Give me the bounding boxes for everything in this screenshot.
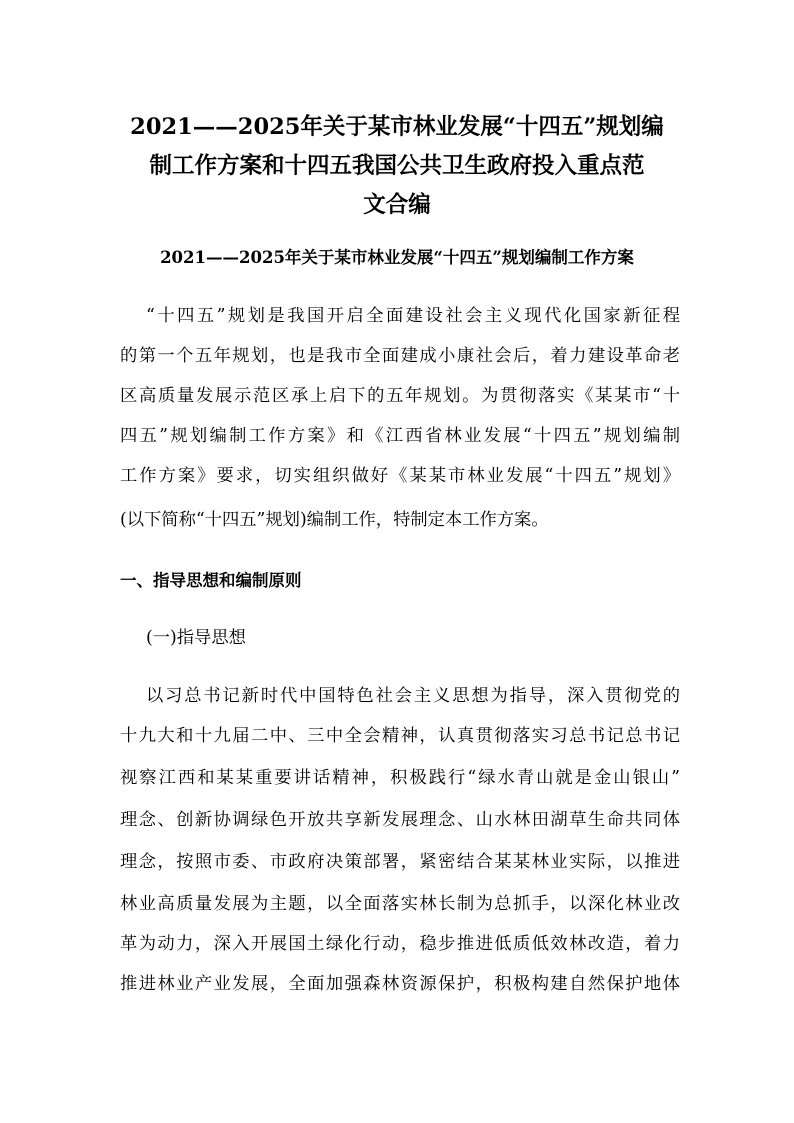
body-line-4: 理念、创新协调绿色开放共享新发展理念、山水林田湖草生命共同体 (120, 810, 680, 830)
body-line-2: 十九大和十九届二中、三中全会精神，认真贯彻落实习总书记总书记 (120, 726, 680, 746)
document-title (100, 108, 694, 225)
title-line-3: 文合编 (363, 192, 431, 218)
title-line-1: 2021——2025年关于某市林业发展“十四五”规划编 (130, 114, 664, 140)
intro-line-3: 区高质量发展示范区承上启下的五年规划。为贯彻落实《某某市“十 (120, 386, 680, 406)
title-line-2: 制工作方案和十四五我国公共卫生政府投入重点范 (149, 153, 645, 179)
section-heading-1: 一、指导思想和编制原则 (120, 571, 302, 590)
intro-line-6: (以下简称“十四五”规划)编制工作，特制定本工作方案。 (120, 510, 549, 530)
document-subtitle: 2021——2025年关于某市林业发展“十四五”规划编制工作方案 (160, 248, 634, 267)
body-line-6: 林业高质量发展为主题，以全面落实林长制为总抓手，以深化林业改 (120, 894, 680, 914)
body-line-5: 理念，按照市委、市政府决策部署，紧密结合某某林业实际，以推进 (120, 852, 680, 872)
body-line-1: 以习总书记新时代中国特色社会主义思想为指导，深入贯彻党的 (146, 686, 680, 706)
body-line-8: 推进林业产业发展，全面加强森林资源保护，积极构建自然保护地体 (120, 974, 680, 994)
body-line-3: 视察江西和某某重要讲话精神，积极践行“绿水青山就是金山银山” (120, 768, 680, 788)
intro-line-4: 四五”规划编制工作方案》和《江西省林业发展“十四五”规划编制 (120, 426, 680, 446)
intro-line-5: 工作方案》要求，切实组织做好《某某市林业发展“十四五”规划》 (120, 466, 680, 486)
intro-line-2: 的第一个五年规划，也是我市全面建成小康社会后，着力建设革命老 (120, 346, 680, 366)
body-line-7: 革为动力，深入开展国土绿化行动，稳步推进低质低效林改造，着力 (120, 934, 680, 954)
intro-line-1: “十四五”规划是我国开启全面建设社会主义现代化国家新征程 (146, 306, 680, 326)
subsection-heading-1: (一)指导思想 (146, 628, 246, 648)
